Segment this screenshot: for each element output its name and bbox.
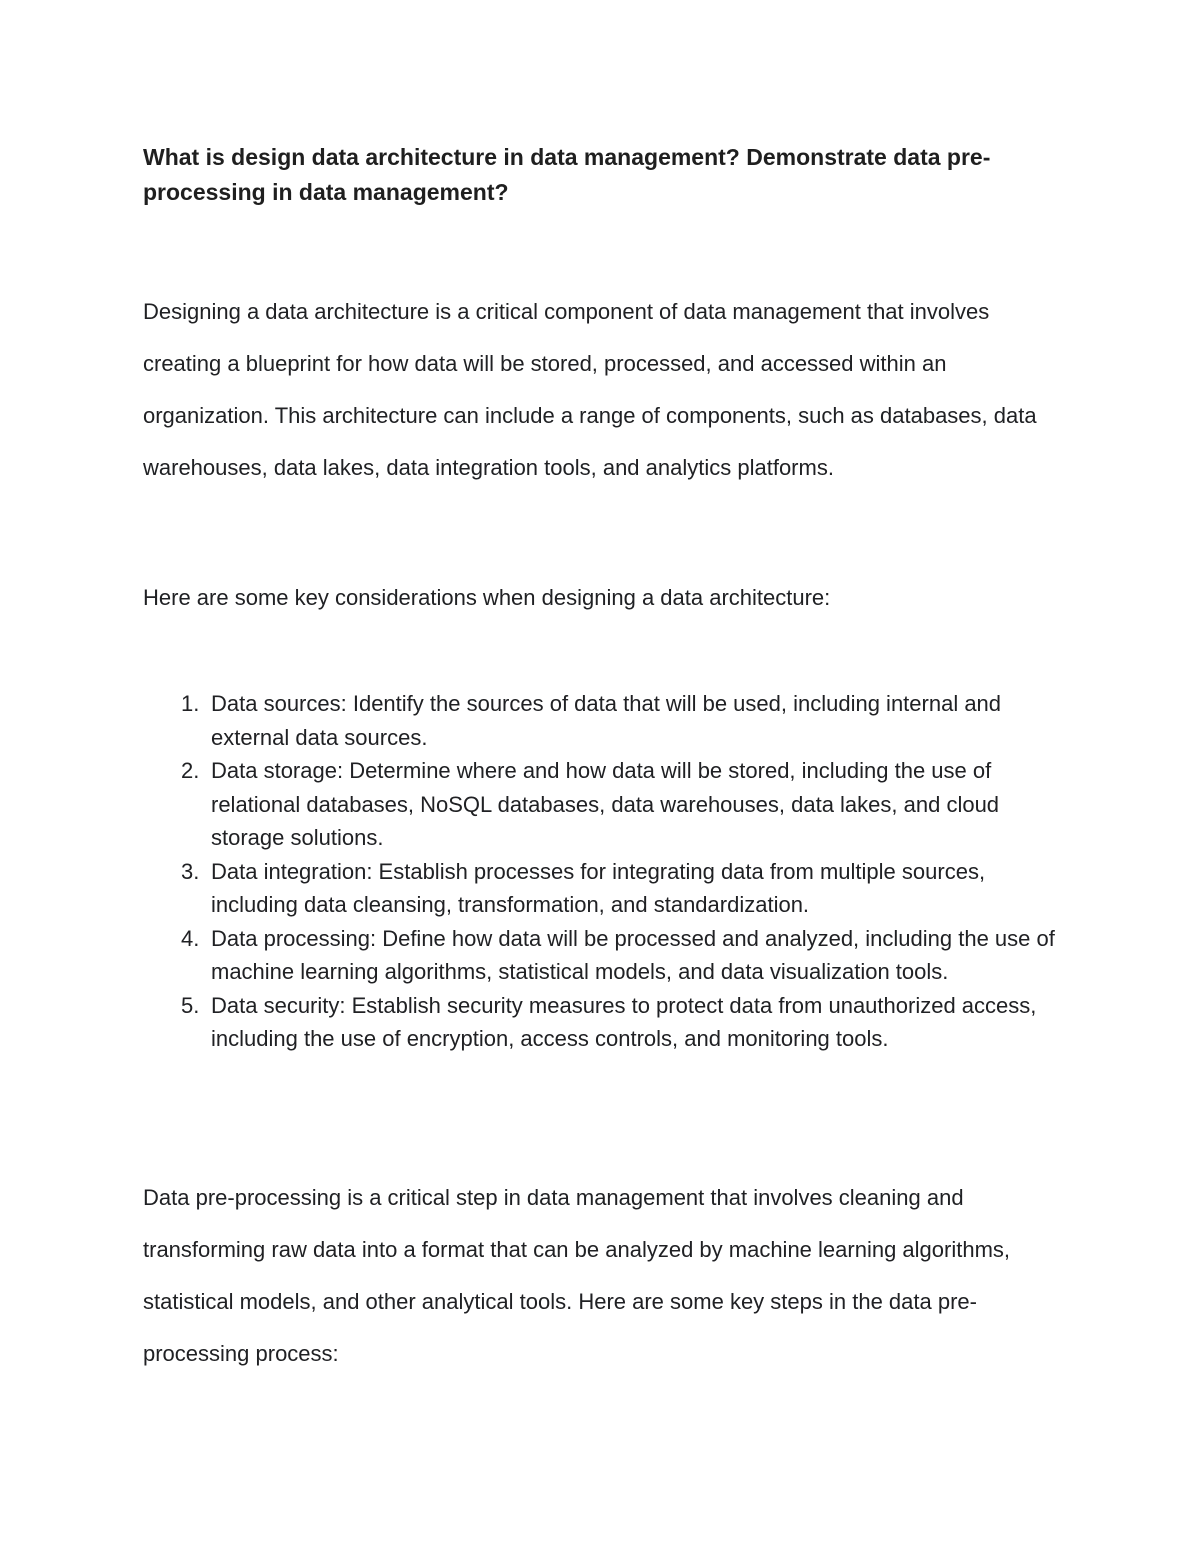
list-item-number: 5. xyxy=(181,992,200,1018)
list-item-text: Data sources: Identify the sources of data that will be used, including internal and external data sources. xyxy=(211,691,1002,750)
list-item xyxy=(143,922,1063,989)
list-item xyxy=(143,687,1063,754)
preprocessing-paragraph: Data pre-processing is a critical step in data management that involves cleaning and transforming raw data into a format that can be analyzed by machine learning algorithms, statistical models, and other analytical tools. Here are some key steps in the data pre-processing process: xyxy=(143,1185,1011,1366)
list-item-number: 3. xyxy=(181,858,200,884)
list-item-text: Data processing: Define how data will be processed and analyzed, including the use of machine learning algorithms, statistical models, and data visualization tools. xyxy=(211,925,1055,984)
list-item-number: 1. xyxy=(181,691,200,716)
considerations-list xyxy=(143,687,1063,1056)
list-item xyxy=(143,989,1063,1056)
considerations-lead: Here are some key considerations when designing a data architecture: xyxy=(143,585,831,610)
list-item-text: Data security: Establish security measures to protect data from unauthorized access, including the use of encryption, access controls, and monitoring tools. xyxy=(211,992,1037,1051)
list-item-number: 2. xyxy=(181,758,200,783)
document-title: What is design data architecture in data management? Demonstrate data pre-processing in data management? xyxy=(143,144,991,205)
list-item-text: Data integration: Establish processes for integrating data from multiple sources, including data cleansing, transformation, and standardization. xyxy=(211,858,986,917)
list-item xyxy=(143,754,1063,855)
list-item-text: Data storage: Determine where and how data will be stored, including the use of relational databases, NoSQL databases, data warehouses, data lakes, and cloud storage solutions. xyxy=(211,758,1000,850)
list-item xyxy=(143,855,1063,922)
list-item-number: 4. xyxy=(181,925,200,951)
intro-paragraph: Designing a data architecture is a critical component of data management that involves creating a blueprint for how data will be stored, processed, and accessed within an organization. This architecture can include a range of components, such as databases, data warehouses, data lakes, data integration tools, and analytics platforms. xyxy=(143,299,1037,480)
